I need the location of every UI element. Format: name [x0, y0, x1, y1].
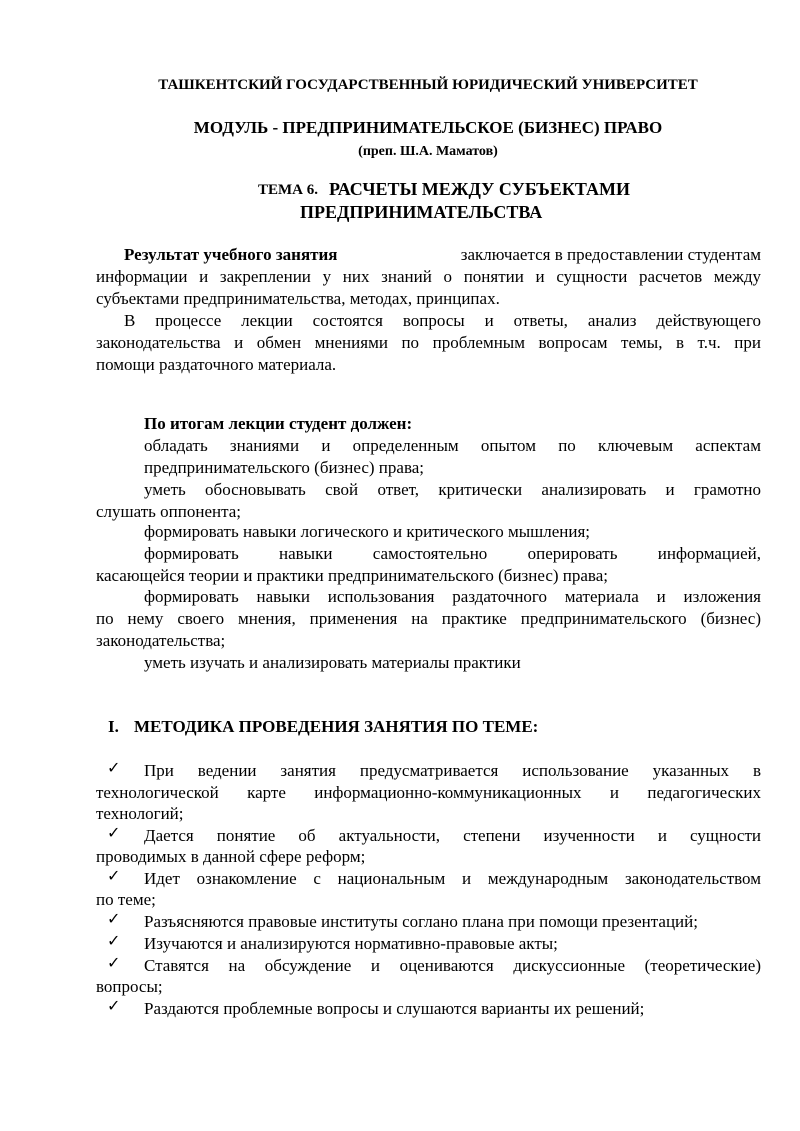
outcome-line: формировать навыки логического и критического мышления; [144, 522, 590, 541]
checkmark-icon: ✓ [107, 758, 121, 777]
intro-paragraph-line: Результат учебного занятия заключается в предоставлении студентам [124, 245, 761, 264]
outcome-line: уметь изучать и анализировать материалы практики [144, 653, 521, 672]
outcome-line: формировать навыки использования раздаточного материала и изложения [144, 587, 761, 606]
checkmark-icon: ✓ [107, 931, 121, 950]
method-item-line: вопросы; [96, 977, 163, 996]
intro-paragraph-line: субъектами предпринимательства, методах, принципах. [96, 289, 500, 308]
teacher-name: (преп. Ш.А. Маматов) [358, 144, 498, 159]
intro-bold-phrase: Результат учебного занятия [124, 245, 338, 264]
intro-paragraph-line: законодательства и обмен мнениями по проблемным вопросам темы, в т.ч. при [96, 333, 761, 352]
outcome-line: слушать оппонента; [96, 502, 241, 521]
outcomes-heading: По итогам лекции студент должен: [144, 414, 413, 433]
checkmark-icon: ✓ [107, 996, 121, 1015]
intro-paragraph-line: В процессе лекции состоятся вопросы и ответы, анализ действующего [124, 311, 761, 330]
method-item-line: технологической карте информационно-коммуникационных и педагогических [96, 783, 761, 802]
outcome-line: предпринимательского (бизнес) права; [144, 458, 425, 477]
outcome-line: законодательства; [96, 631, 226, 650]
topic-label: ТЕМА 6. [258, 182, 318, 198]
method-item-line: При ведении занятия предусматривается использование указанных в [144, 761, 761, 780]
checkmark-icon: ✓ [107, 953, 121, 972]
outcome-line: обладать знаниями и определенным опытом по ключевым аспектам [144, 436, 761, 455]
university-title: ТАШКЕНТСКИЙ ГОСУДАРСТВЕННЫЙ ЮРИДИЧЕСКИЙ УНИВЕРСИТЕТ [158, 77, 698, 93]
module-title: МОДУЛЬ - ПРЕДПРИНИМАТЕЛЬСКОЕ (БИЗНЕС) ПРАВО [193, 118, 663, 137]
checkmark-icon: ✓ [107, 909, 121, 928]
checkmark-icon: ✓ [107, 823, 121, 842]
outcome-line: касающейся теории и практики предпринимательского (бизнес) права; [96, 566, 608, 585]
method-item-line: Ставятся на обсуждение и оцениваются дискуссионные (теоретические) [144, 956, 761, 975]
topic-title-line-1: РАСЧЕТЫ МЕЖДУ СУБЪЕКТАМИ [329, 179, 630, 199]
method-item-line: Разъясняются правовые институты соглано плана при помощи презентаций; [144, 912, 698, 931]
outcome-line: по нему своего мнения, применения на практике предпринимательского (бизнес) [96, 609, 761, 628]
topic-title-line-2: ПРЕДПРИНИМАТЕЛЬСТВА [300, 202, 543, 222]
method-item-line: Идет ознакомление с национальным и международным законодательством [144, 869, 761, 888]
outcome-line: уметь обосновывать свой ответ, критически анализировать и грамотно [144, 480, 761, 499]
method-item-line: технологий; [96, 804, 184, 823]
method-item-line: по теме; [96, 890, 156, 909]
method-item-line: Изучаются и анализируются нормативно-правовые акты; [144, 934, 558, 953]
section-title: МЕТОДИКА ПРОВЕДЕНИЯ ЗАНЯТИЯ ПО ТЕМЕ: [134, 717, 539, 736]
intro-paragraph-line: информации и закреплении у них знаний о понятии и сущности расчетов между [96, 267, 761, 286]
intro-paragraph-line: помощи раздаточного материала. [96, 355, 337, 374]
method-item-line: Раздаются проблемные вопросы и слушаются варианты их решений; [144, 999, 645, 1018]
method-item-line: Дается понятие об актуальности, степени изученности и сущности [144, 826, 761, 845]
outcome-line: формировать навыки самостоятельно оперировать информацией, [144, 544, 761, 563]
section-number: I. [108, 717, 119, 736]
checkmark-icon: ✓ [107, 866, 121, 885]
method-item-line: проводимых в данной сфере реформ; [96, 847, 366, 866]
